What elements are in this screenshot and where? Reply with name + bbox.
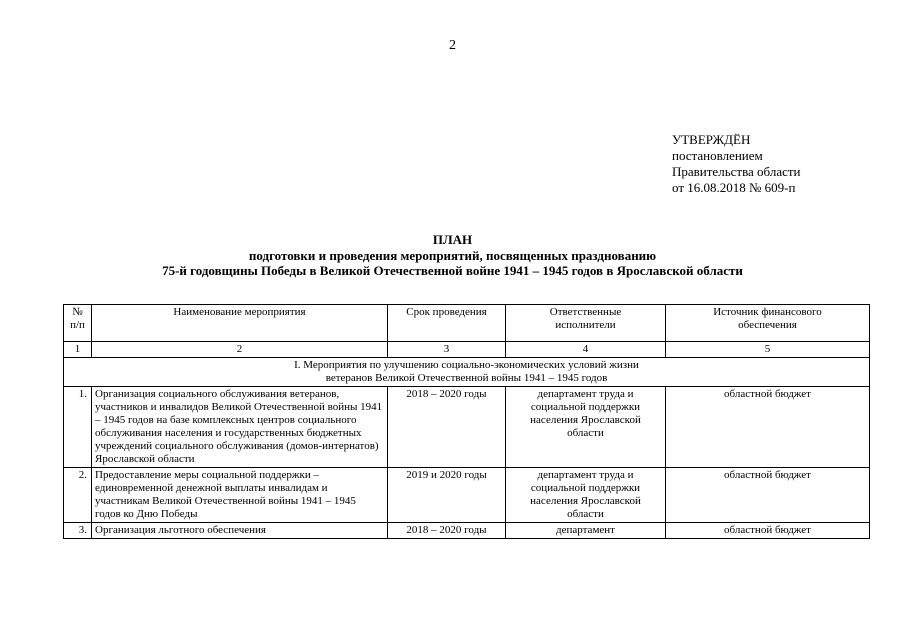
row-executors-text: департамент труда и социальной поддержки населения Ярославской области [530, 388, 641, 439]
plan-title [0, 232, 905, 279]
row-source: областной бюджет [666, 523, 870, 539]
approval-line: Правительства области [672, 164, 801, 179]
header-executors-line: исполнители [555, 319, 616, 331]
row-source: областной бюджет [666, 468, 870, 523]
plan-table [63, 304, 870, 539]
row-source: областной бюджет [666, 387, 870, 468]
header-source-line: обеспечения [738, 319, 797, 331]
row-num: 3. [64, 523, 92, 539]
column-number: 3 [388, 342, 506, 358]
table-row [64, 387, 870, 468]
header-source [666, 305, 870, 342]
header-num-line: п/п [70, 319, 85, 331]
row-executors [506, 387, 666, 468]
row-executors [506, 468, 666, 523]
section-heading-line: ветеранов Великой Отечественной войны 1941 – 1945 годов [325, 372, 608, 384]
column-numbers-row [64, 342, 870, 358]
row-name: Предоставление меры социальной поддержки – единовременной денежной выплаты инвалидам и участникам Великой Отечественной войны 1941 – 1945 годов ко Дню Победы [92, 468, 388, 523]
row-period: 2019 и 2020 годы [388, 468, 506, 523]
column-number: 4 [506, 342, 666, 358]
row-executors-text: департамент труда и социальной поддержки населения Ярославской области [530, 469, 641, 520]
table-row [64, 468, 870, 523]
column-number: 1 [64, 342, 92, 358]
header-executors-line: Ответственные [549, 306, 622, 318]
header-name: Наименование мероприятия [92, 305, 388, 342]
page-number: 2 [449, 38, 456, 53]
plan-title-line: ПЛАН [432, 232, 473, 247]
header-executors [506, 305, 666, 342]
section-heading [64, 358, 870, 387]
header-num [64, 305, 92, 342]
header-num-line: № [72, 306, 83, 318]
row-executors [506, 523, 666, 539]
section-heading-line: I. Мероприятия по улучшению социально-экономических условий жизни [294, 359, 639, 371]
header-period: Срок проведения [388, 305, 506, 342]
row-num: 2. [64, 468, 92, 523]
row-period: 2018 – 2020 годы [388, 523, 506, 539]
plan-title-line: подготовки и проведения мероприятий, посвященных празднованию [248, 247, 657, 263]
table-row [64, 523, 870, 539]
row-name: Организация социального обслуживания ветеранов, участников и инвалидов Великой Отечественной войны 1941 – 1945 годов на базе комплексных центров социального обслуживания населения и государственных бюджетных учреждений социального обслуживания (домов-интернатов) Ярославской области [92, 387, 388, 468]
section-row [64, 358, 870, 387]
approval-stamp [672, 132, 801, 196]
table-header-row [64, 305, 870, 342]
column-number: 2 [92, 342, 388, 358]
column-number: 5 [666, 342, 870, 358]
plan-title-line: 75-й годовщины Победы в Великой Отечественной войне 1941 – 1945 годов в Ярославской области [162, 263, 743, 278]
header-source-line: Источник финансового [713, 306, 822, 318]
row-period: 2018 – 2020 годы [388, 387, 506, 468]
row-name: Организация льготного обеспечения [92, 523, 388, 539]
row-executors-text: департамент [556, 524, 615, 536]
approval-line: постановлением [672, 148, 763, 163]
approval-line: от 16.08.2018 № 609-п [672, 180, 796, 195]
approval-line: УТВЕРЖДЁН [672, 132, 751, 147]
row-num: 1. [64, 387, 92, 468]
